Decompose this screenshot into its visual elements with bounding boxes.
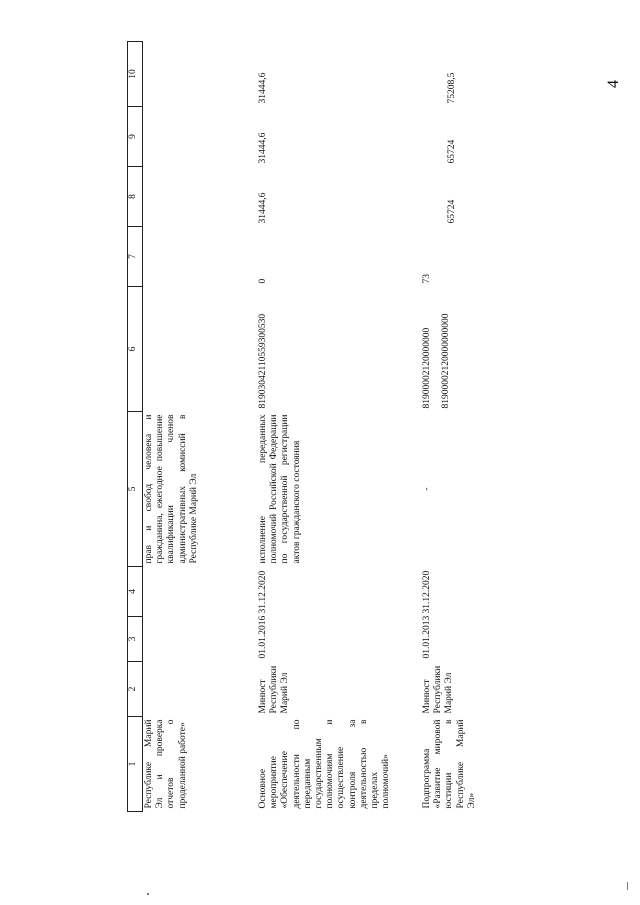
table-row xyxy=(421,42,493,812)
row2-start: 01.01.2016 xyxy=(258,615,268,659)
header-cell-10: 10 xyxy=(128,42,143,107)
row2-name: Основное мероприятие «Обеспечение деятельности по переданным государственным полномочиям и осуществление контроля за деятельностью в пределах полномочий» xyxy=(258,719,392,809)
header-cell-7: 7 xyxy=(128,227,143,287)
row3-start: 01.01.2013 xyxy=(422,615,432,659)
row1-name: Республике Марий Эл и проверка отчетов о проделанной работе» xyxy=(144,719,188,809)
row2-col10: 31444,6 xyxy=(258,72,268,104)
header-cell-9: 9 xyxy=(128,107,143,167)
header-row xyxy=(128,42,143,812)
row3-codes xyxy=(421,287,493,412)
row2-executor: Минюст Республики Марий Эл xyxy=(258,665,291,714)
row1-code xyxy=(143,287,258,412)
header-cell-4: 4 xyxy=(128,567,143,617)
row2-result: исполнение переданных полномочий Российской Федерации по государственной регистрации актов гражданского состояния xyxy=(258,414,302,564)
row3-result: - xyxy=(422,487,432,491)
header-cell-1: 1 xyxy=(128,717,143,812)
row2-end: 31.12.2020 xyxy=(258,570,268,614)
rotated-table-container xyxy=(127,42,477,812)
row2-col8: 31444,6 xyxy=(258,192,268,224)
row3-executor: Минюст Республики Марий Эл xyxy=(422,665,455,714)
scan-speck xyxy=(627,882,628,890)
row3-col9: 65724 xyxy=(447,139,457,164)
row1-end xyxy=(143,567,258,617)
header-cell-6: 6 xyxy=(128,287,143,412)
header-cell-5: 5 xyxy=(128,412,143,567)
row3-name: Подпрограмма «Развитие мировой юстиции в Республике Марий Эл» xyxy=(422,719,477,809)
row1-col8 xyxy=(143,167,258,227)
row1-col9 xyxy=(143,107,258,167)
row3-end: 31.12.2020 xyxy=(422,570,432,614)
row1-col10 xyxy=(143,42,258,107)
row2-col7: 0 xyxy=(258,278,268,284)
row3-col10: 75208,5 xyxy=(447,72,457,104)
table-row xyxy=(257,42,421,812)
row2-code: 81903042110559300530 xyxy=(258,313,268,409)
page-number: 4 xyxy=(605,80,622,88)
row1-executor xyxy=(143,662,258,717)
scan-speck xyxy=(147,893,149,895)
row1-result: прав и свобод человека и гражданина, ежегодное повышение квалификации членов административных комиссий в Республике Марий Эл xyxy=(144,414,199,564)
header-cell-3: 3 xyxy=(128,617,143,662)
row1-start xyxy=(143,617,258,662)
program-table xyxy=(127,41,493,812)
row3-col8: 65724 xyxy=(447,199,457,224)
row2-col9: 31444,6 xyxy=(258,132,268,164)
row3-code-a: 81900002120000000 xyxy=(422,327,432,409)
header-cell-2: 2 xyxy=(128,662,143,717)
table-row xyxy=(143,42,258,812)
row1-col7 xyxy=(143,227,258,287)
row3-code-b: 81900002120000000000 xyxy=(441,313,452,409)
header-cell-8: 8 xyxy=(128,167,143,227)
row3-col7: 73 xyxy=(422,274,432,284)
